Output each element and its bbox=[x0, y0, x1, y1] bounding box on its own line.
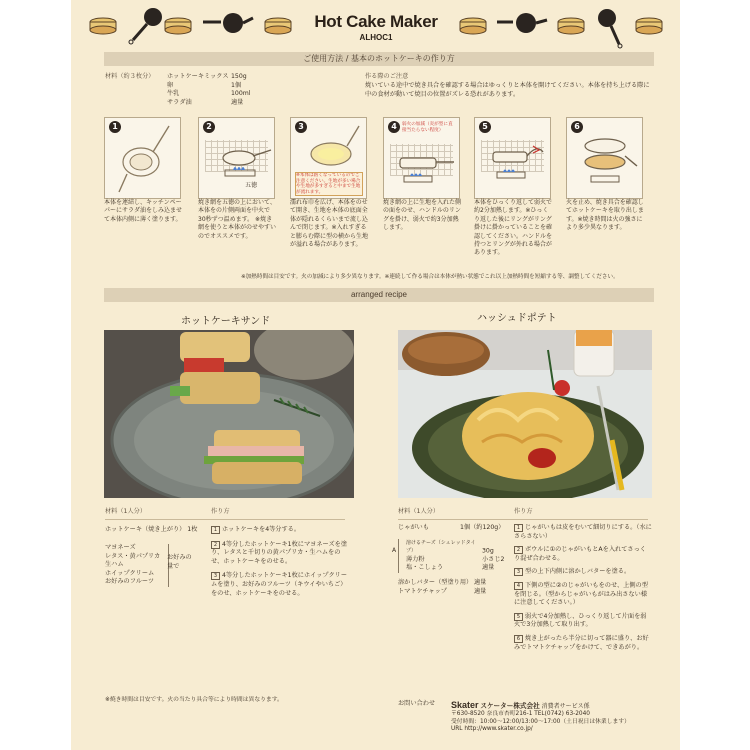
step-number: 4 bbox=[388, 121, 400, 133]
divider bbox=[105, 519, 345, 520]
sandwich-photo-art bbox=[104, 330, 354, 498]
divider bbox=[398, 519, 648, 520]
product-title: Hot Cake Maker bbox=[314, 12, 438, 31]
contact-address: 〒630-8520 奈良市杏町216-1 TEL(0742) 63-2040 bbox=[451, 711, 590, 718]
maker-on-stove-illustration bbox=[213, 142, 273, 186]
heating-footnote: ※加熱時間は目安です。火の加減により多少異なります。※連続して作る場合は本体が熱い状態でこれ以上加熱時間を短縮する等、調整してください。 bbox=[241, 274, 619, 280]
ingredient-row: 溶かしバター（型塗り用） 適量 bbox=[398, 578, 487, 586]
ingredient-row: じゃがいも 1個（約120g） bbox=[398, 524, 505, 531]
method-step: 1 ホットケーキを4等分する。 bbox=[211, 526, 351, 535]
sandwich-photo bbox=[104, 330, 354, 498]
step-panel-2 bbox=[198, 117, 275, 199]
hashbrown-photo-art bbox=[398, 330, 652, 498]
step-panel-6 bbox=[566, 117, 643, 199]
department: 消費者サービス係 bbox=[541, 703, 590, 710]
step-4-text: 焼き網の上に生地を入れた側の面をのせ、ハンドルのリングを掛け、弱火で約3分加熱します。 bbox=[383, 199, 462, 232]
ingredient-row: 牛乳 100ml bbox=[167, 90, 251, 98]
method-step: 5 弱火で4分加熱し、ひっくり返して片面を弱火で3分加熱して取り出す。 bbox=[514, 612, 647, 629]
ingredients-label: 材料（約３枚分） bbox=[105, 73, 155, 80]
ingredient-row: サラダ油 適量 bbox=[167, 98, 244, 106]
pancake-done-illustration bbox=[573, 126, 639, 192]
contact-url[interactable]: URL http://www.skater.co.jp/ bbox=[451, 726, 533, 733]
ingredient-group bbox=[105, 544, 169, 587]
ingredients-list bbox=[167, 73, 257, 107]
step-panel-1 bbox=[104, 117, 181, 199]
contact-block bbox=[451, 702, 679, 734]
ingredient-row: ホットケーキ（焼き上がり） 1枚 bbox=[105, 526, 198, 533]
hot-cake-maker-icon bbox=[129, 8, 162, 44]
company-name: スケーター株式会社 bbox=[480, 702, 540, 710]
ingredient-row: ホットケーキミックス 150g bbox=[167, 73, 247, 80]
ingredient-name: レタス・黄パプリカ bbox=[105, 552, 161, 560]
step-number: 1 bbox=[109, 121, 121, 133]
caution-title: 作る際のご注意 bbox=[365, 73, 409, 80]
step-number: 2 bbox=[203, 121, 215, 133]
method-step: 1 じゃがいもは皮をむいて細切りにする。（水にさらさない） bbox=[514, 524, 652, 540]
ingredients-label-hashbrown: 材料（1人分） bbox=[398, 508, 440, 515]
hot-cake-maker-icon bbox=[497, 13, 547, 33]
ingredient-row: 卵 1個 bbox=[167, 81, 242, 89]
step-number: 3 bbox=[295, 121, 307, 133]
ingredient-name: 生ハム bbox=[105, 561, 124, 569]
step-number: 6 bbox=[571, 121, 583, 133]
pancake-stack-icon bbox=[636, 18, 662, 34]
step-panel-5 bbox=[474, 117, 551, 199]
step-panel-4 bbox=[383, 117, 460, 199]
method-label-hashbrown: 作り方 bbox=[514, 508, 533, 515]
maker-on-stove-illustration bbox=[392, 152, 456, 192]
method-step: 3 型の上下内側に溶かしバターを塗る。 bbox=[514, 568, 652, 577]
flame-note: 弱火の加減（炎が型に直接当たらない程度） bbox=[402, 122, 453, 133]
step-note: ※本体は熱くなっているのでご注意ください。生地が多い場合や生地が多すぎると中まで生地が流れます。 bbox=[295, 172, 363, 196]
step-number: 5 bbox=[479, 121, 491, 133]
method-list-sandwich bbox=[211, 526, 351, 598]
ingredient-group-a bbox=[392, 539, 508, 573]
ingredients-label-sandwich: 材料（1人分） bbox=[105, 508, 147, 515]
bake-time-footnote: ※焼き時間は目安です。火の当たり具合等により時間は異なります。 bbox=[105, 697, 283, 703]
ingredient-name: ホイップクリーム bbox=[105, 569, 155, 577]
method-step: 2 ボウルに①のじゃがいもとAを入れてさっくり混ぜ合わせる。 bbox=[514, 546, 646, 562]
instruction-sheet bbox=[71, 0, 680, 750]
pancake-stack-icon bbox=[558, 18, 584, 34]
pancake-stack-icon bbox=[165, 18, 191, 34]
ingredients-list-hashbrown bbox=[392, 524, 508, 596]
method-step: 6 焼き上がったら半分に切って器に盛り、お好みでトマトケチャップをかけて、できあがり。 bbox=[514, 634, 649, 651]
contact-hours: 受付時間：10:00〜12:00/13:00〜17:00（土日祝日は休業します） bbox=[451, 718, 630, 725]
section-bar-arranged: arranged recipe bbox=[104, 288, 654, 302]
company-line bbox=[451, 702, 679, 711]
model-number: ALHOC1 bbox=[359, 33, 393, 42]
method-step: 3 4等分したホットケーキ1枚にホイップクリームを塗り、お好みのフルーツ（キウイやいちご）をのせ、ホットケーキをのせる。 bbox=[211, 572, 348, 597]
recipe-title-sandwich: ホットケーキサンド bbox=[181, 316, 271, 327]
method-step: 4 下側の型に②のじゃがいもをのせ、上側の型を閉じる。（型からじゃがいもがはみ出さない様に注意してください。） bbox=[514, 581, 648, 607]
ingredient-row: 薄力粉 小さじ2 bbox=[406, 555, 505, 563]
step-1-text: 本体を連結し、キッチンペーパーにサラダ油をしみ込ませて本体内側に薄く塗ります。 bbox=[104, 199, 182, 223]
pancake-stack-icon bbox=[90, 18, 116, 34]
ingredient-name: マヨネーズ bbox=[105, 544, 136, 551]
maker-open-illustration bbox=[113, 122, 175, 196]
method-list-hashbrown bbox=[514, 524, 652, 652]
recipe-title-hashbrown: ハッシュドポテト bbox=[477, 313, 557, 324]
step-6-text: 火を止め、焼き具合を確認してホットケーキを取り出します。※焼き時間は火の強さにより多少異なります。 bbox=[566, 199, 644, 232]
step-3-text: 濡れ布巾を広げ、本体をのせて開き、生地を本体の底面全体が隠れるくらいまで流し込んで閉じます。※入れすぎると膨らむ際に型の横から生地が溢れる場合があります。 bbox=[290, 199, 369, 249]
method-step: 2 4等分したホットケーキ1枚にマヨネーズを塗り、レタスと千切りの黄パプリカ・生ハムをのせ、ホットケーキをのせる。 bbox=[211, 540, 348, 565]
ingredient-row: 塩・こしょう 適量 bbox=[406, 564, 495, 572]
step-panel-3 bbox=[290, 117, 367, 199]
group-marker: A bbox=[392, 546, 397, 554]
trivet-label: 五徳 bbox=[245, 182, 258, 189]
ingredient-row: トマトケチャップ 適量 bbox=[398, 587, 487, 595]
hashbrown-photo bbox=[398, 330, 652, 498]
pouring-batter-illustration bbox=[301, 122, 363, 174]
step-5-text: 本体をひっくり返して弱火で約2分加熱します。※ひっくり返した後にリングがリング掛けに掛かっていることを確認してください。ハンドルを持つとリングが外れる場合があります。 bbox=[474, 199, 553, 257]
caution-body: 焼いている途中で焼き具合を確認する場合はゆっくりと本体を開けてください。本体を持ち上げる際に中の食材が動いて焼目の位置がズレる恐れがあります。 bbox=[365, 82, 650, 98]
ingredient-row: 溶けるチーズ（シュレッドタイプ） 30g bbox=[406, 539, 494, 555]
contact-label: お問い合わせ bbox=[398, 700, 436, 707]
hot-cake-maker-icon bbox=[598, 9, 622, 48]
ingredient-group-amount: お好みの量で bbox=[167, 554, 192, 570]
brand-logo: Skater bbox=[451, 700, 479, 710]
method-label-sandwich: 作り方 bbox=[211, 508, 230, 515]
ingredient-name: お好みのフルーツ bbox=[105, 578, 155, 586]
flipped-maker-illustration bbox=[483, 142, 547, 188]
section-bar-usage: ご使用方法 / 基本のホットケーキの作り方 bbox=[104, 52, 654, 66]
hot-cake-maker-icon bbox=[203, 13, 253, 33]
step-2-text: 焼き網を五徳の上において、本体をの片側両面を中火で30秒ずつ温めます。 ※焼き網を使うと本体がのせやすいのでオススメです。 bbox=[198, 199, 277, 240]
